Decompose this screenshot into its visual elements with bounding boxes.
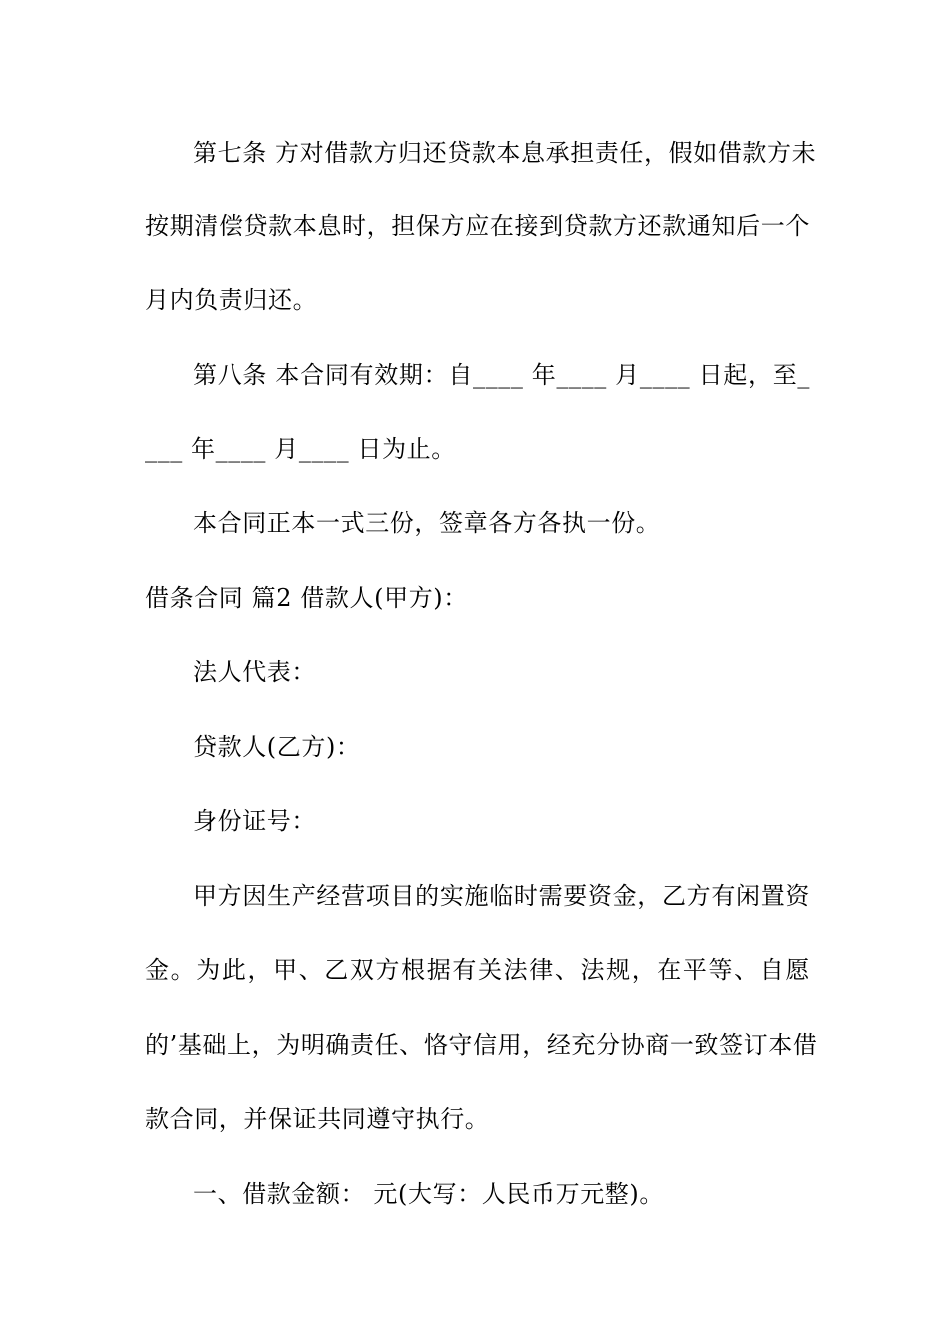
article-7-line-2: 按期清偿贷款本息时，担保方应在接到贷款方还款通知后一个 — [145, 212, 810, 240]
section-heading: 借条合同 篇2 借款人(甲方)： — [145, 584, 468, 612]
article-7-line-3: 月内负责归还。 — [145, 286, 318, 314]
lender-field: 贷款人(乙方)： — [193, 733, 361, 761]
preamble-line-3: 的’基础上，为明确责任、恪守信用，经充分协商一致签订本借 — [145, 1031, 818, 1059]
preamble-line-1: 甲方因生产经营项目的实施临时需要资金，乙方有闲置资 — [193, 882, 810, 910]
legal-representative-field: 法人代表： — [193, 658, 316, 686]
id-number-field: 身份证号： — [193, 807, 316, 835]
preamble-line-4: 款合同，并保证共同遵守执行。 — [145, 1105, 490, 1133]
copies-clause: 本合同正本一式三份，签章各方各执一份。 — [193, 509, 661, 537]
article-8-line-2: ___ 年____ 月____ 日为止。 — [145, 435, 456, 463]
article-7-line-1: 第七条 方对借款方归还贷款本息承担责任，假如借款方未 — [193, 139, 817, 167]
preamble-line-2: 金。为此，甲、乙双方根据有关法律、法规，在平等、自愿 — [145, 956, 810, 984]
loan-amount-clause: 一、借款金额： 元(大写：人民币万元整)。 — [193, 1180, 664, 1208]
article-8-line-1: 第八条 本合同有效期：自____ 年____ 月____ 日起，至_ — [193, 361, 810, 389]
